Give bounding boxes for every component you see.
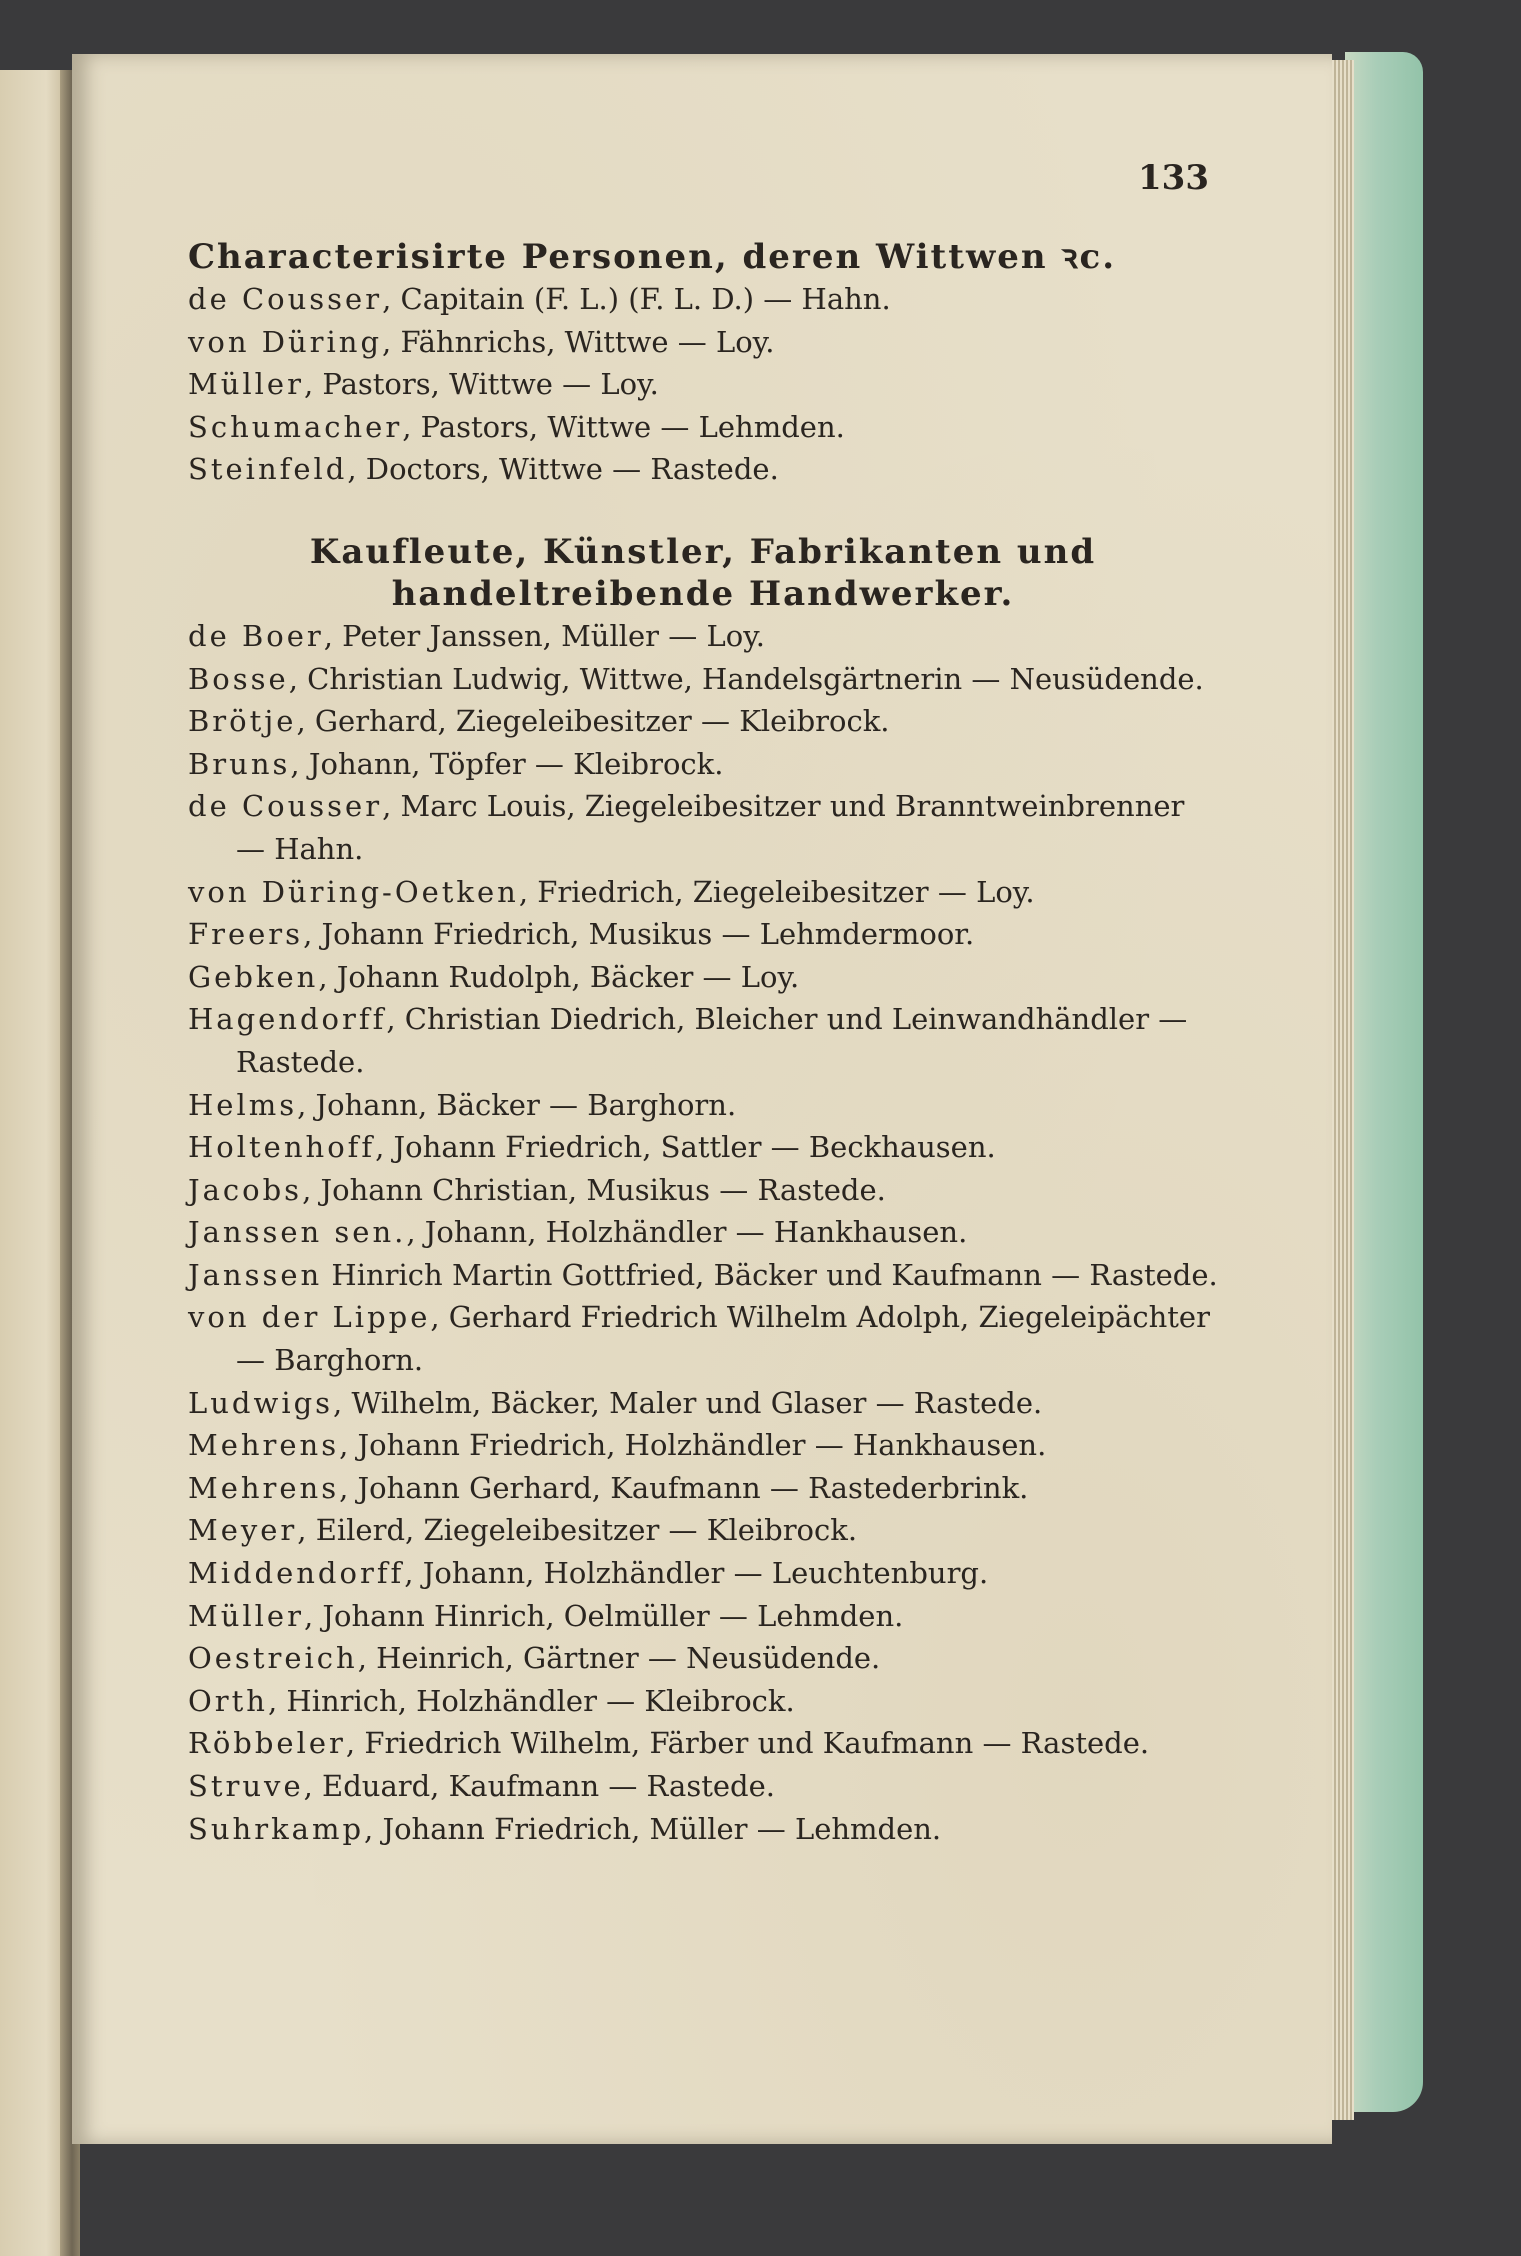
entry-name: Steinfeld: [188, 452, 348, 487]
list-item: [188, 956, 1218, 999]
entry-name: Oestreich: [188, 1641, 358, 1676]
section-heading: Kaufleute, Künstler, Fabrikanten und handeltreibende Handwerker.: [309, 531, 1097, 614]
list-item: [188, 1722, 1218, 1765]
entry-name: Ludwigs: [188, 1385, 334, 1420]
entry-name: von Düring-Oetken: [188, 874, 519, 909]
entry-details: , Friedrich, Ziegeleibesitzer — Loy.: [518, 874, 1035, 909]
list-item: [188, 1509, 1218, 1552]
entry-details: , Eilerd, Ziegeleibesitzer — Kleibrock.: [297, 1513, 858, 1548]
left-page-edge: [0, 70, 66, 2256]
list-item: [188, 871, 1218, 914]
entry-name: Middendorff: [188, 1556, 405, 1591]
list-item: [188, 615, 1218, 658]
entry-name: Gebken: [188, 959, 319, 994]
green-cover-edge: [1345, 52, 1423, 2112]
list-item: [188, 998, 1218, 1083]
page-text: [188, 236, 1218, 1850]
entry-details: , Eduard, Kaufmann — Rastede.: [303, 1769, 775, 1803]
list-item: [188, 1382, 1218, 1425]
entry-details: , Johann Rudolph, Bäcker — Loy.: [318, 959, 800, 994]
entry-details: , Johann Friedrich, Musikus — Lehmdermoor.: [303, 917, 975, 952]
entry-details: , Gerhard Friedrich Wilhelm Adolph, Ziegeleipächter — Barghorn.: [236, 1300, 1210, 1378]
entry-details: , Wilhelm, Bäcker, Maler und Glaser — Rastede.: [333, 1385, 1043, 1420]
entry-name: Suhrkamp: [188, 1811, 365, 1846]
list-item: [188, 1637, 1218, 1680]
entry-details: Hinrich Martin Gottfried, Bäcker und Kaufmann — Rastede.: [322, 1257, 1218, 1292]
entry-name: Müller: [188, 1598, 304, 1633]
entry-name: Mehrens: [188, 1428, 340, 1463]
entry-list: [188, 615, 1218, 1850]
list-item: [188, 363, 1218, 406]
entry-details: , Marc Louis, Ziegeleibesitzer und Branntweinbrenner — Hahn.: [236, 789, 1185, 866]
entry-name: Janssen: [188, 1257, 323, 1292]
entry-details: , Johann Christian, Musikus — Rastede.: [302, 1172, 886, 1207]
entry-name: Brötje: [188, 704, 297, 739]
entry-name: Hagendorff: [188, 1002, 387, 1037]
section-heading: Characterisirte Personen, deren Wittwen ꝛc.: [188, 237, 1117, 277]
list-item: [188, 785, 1218, 870]
entry-details: , Peter Janssen, Müller — Loy.: [323, 618, 765, 653]
entry-details: , Pastors, Wittwe — Lehmden.: [402, 409, 845, 444]
entry-name: Jacobs: [188, 1172, 303, 1207]
list-item: [188, 913, 1218, 956]
list-item: [188, 743, 1218, 786]
entry-details: , Capitain (F. L.) (F. L. D.) — Hahn.: [382, 282, 891, 316]
list-item: [188, 1126, 1218, 1169]
entry-name: Janssen sen.: [188, 1215, 407, 1250]
entry-details: , Christian Ludwig, Wittwe, Handelsgärtnerin — Neusüdende.: [288, 661, 1204, 696]
list-item: [188, 1254, 1218, 1297]
list-item: [188, 1552, 1218, 1595]
list-item: [188, 658, 1218, 701]
list-item: [188, 1680, 1218, 1723]
list-item: [188, 1211, 1218, 1254]
entry-details: , Heinrich, Gärtner — Neusüdende.: [357, 1641, 881, 1676]
entry-details: , Johann Friedrich, Holzhändler — Hankhausen.: [339, 1428, 1047, 1463]
entry-name: Bosse: [188, 661, 289, 696]
list-item: [188, 1169, 1218, 1212]
entry-list: [188, 278, 1218, 491]
entry-details: , Johann, Holzhändler — Hankhausen.: [406, 1215, 968, 1250]
entry-name: Orth: [188, 1683, 268, 1718]
list-item: [188, 1808, 1218, 1851]
entry-name: de Boer: [188, 618, 324, 653]
section-merchants-craftsmen: [188, 531, 1218, 1850]
entry-details: , Hinrich, Holzhändler — Kleibrock.: [267, 1683, 795, 1718]
entry-details: , Pastors, Wittwe — Loy.: [303, 367, 659, 402]
entry-name: von der Lippe: [188, 1300, 431, 1335]
entry-name: Holtenhoff: [188, 1130, 376, 1165]
entry-name: Meyer: [188, 1513, 298, 1548]
list-item: [188, 448, 1218, 491]
list-item: [188, 278, 1218, 321]
list-item: [188, 1765, 1218, 1808]
entry-details: , Johann Friedrich, Sattler — Beckhausen.: [375, 1130, 996, 1165]
entry-name: Bruns: [188, 746, 291, 781]
list-item: [188, 1595, 1218, 1638]
entry-name: de Cousser: [188, 789, 383, 824]
section-characterised-persons: [188, 236, 1218, 491]
list-item: [188, 1424, 1218, 1467]
entry-details: , Johann, Bäcker — Barghorn.: [297, 1087, 737, 1122]
entry-name: Struve: [188, 1769, 304, 1803]
page-number: 133: [1138, 158, 1209, 198]
entry-name: de Cousser: [188, 282, 383, 316]
entry-details: , Christian Diedrich, Bleicher und Leinwandhändler — Rastede.: [236, 1002, 1188, 1079]
entry-name: Röbbeler: [188, 1726, 346, 1761]
entry-name: Schumacher: [188, 409, 403, 444]
entry-details: , Johann, Holzhändler — Leuchtenburg.: [404, 1556, 989, 1591]
list-item: [188, 1296, 1218, 1381]
entry-name: von Düring: [188, 324, 383, 359]
entry-details: , Johann, Töpfer — Kleibrock.: [290, 746, 724, 781]
list-item: [188, 321, 1218, 364]
entry-details: , Johann Gerhard, Kaufmann — Rastederbrink.: [339, 1470, 1029, 1505]
entry-details: , Fähnrichs, Wittwe — Loy.: [382, 324, 775, 359]
entry-name: Mehrens: [188, 1470, 340, 1505]
entry-name: Helms: [188, 1087, 298, 1122]
list-item: [188, 700, 1218, 743]
entry-details: , Johann Friedrich, Müller — Lehmden.: [364, 1811, 942, 1846]
entry-name: Freers: [188, 917, 304, 952]
entry-details: , Gerhard, Ziegeleibesitzer — Kleibrock.: [296, 704, 890, 739]
list-item: [188, 406, 1218, 449]
entry-details: , Doctors, Wittwe — Rastede.: [347, 452, 779, 487]
entry-details: , Friedrich Wilhelm, Färber und Kaufmann — Rastede.: [345, 1726, 1150, 1761]
entry-name: Müller: [188, 367, 304, 402]
list-item: [188, 1084, 1218, 1127]
entry-details: , Johann Hinrich, Oelmüller — Lehmden.: [303, 1598, 904, 1633]
list-item: [188, 1467, 1218, 1510]
